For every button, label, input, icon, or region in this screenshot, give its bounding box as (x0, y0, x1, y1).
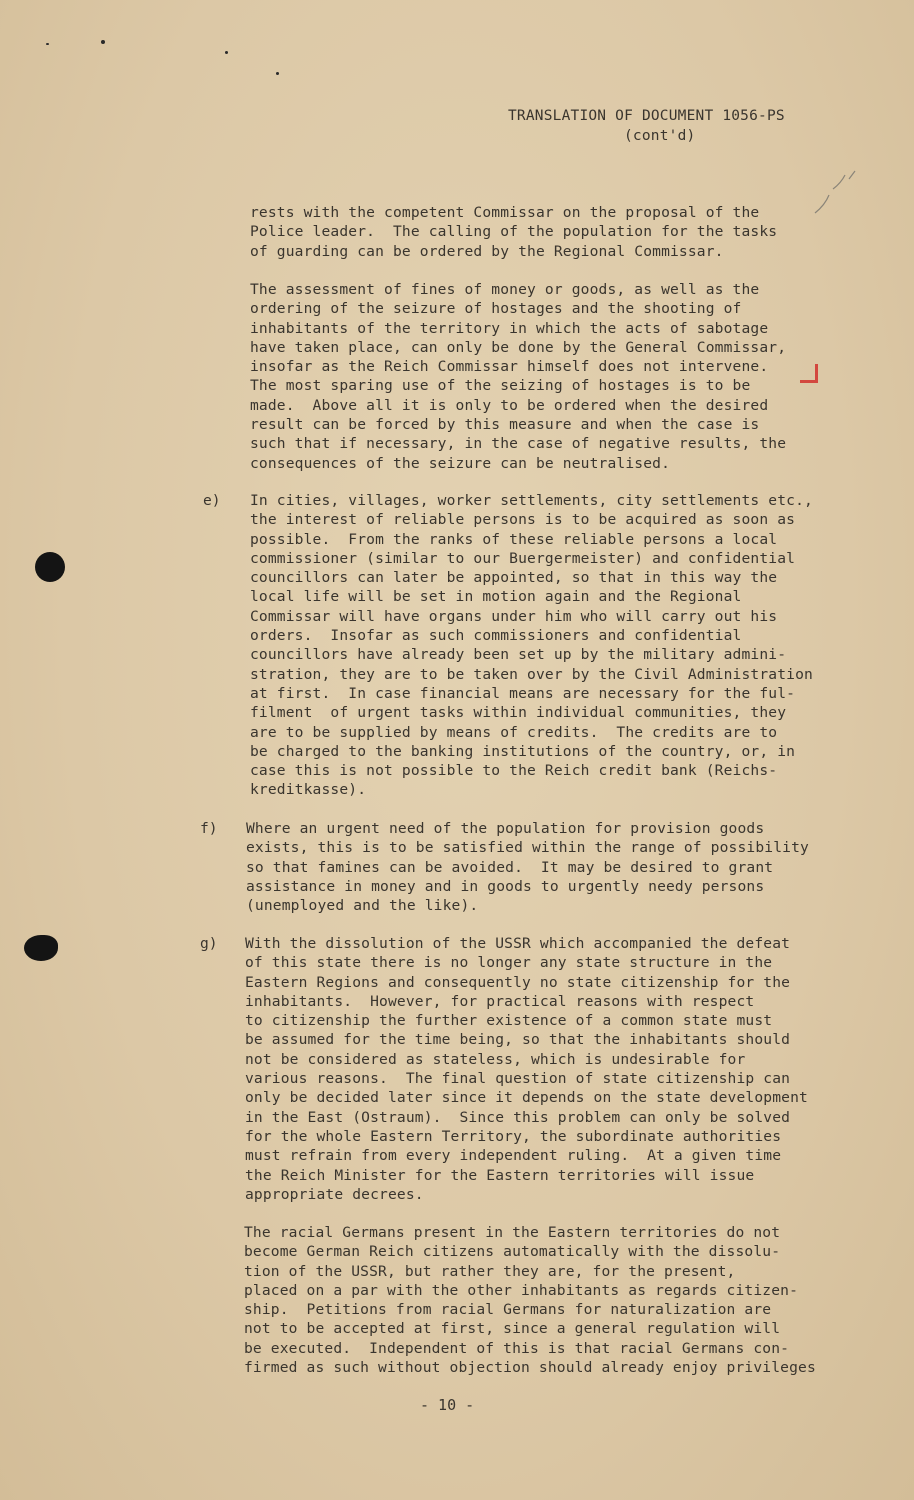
pencil-check-mark (805, 165, 865, 225)
speck (225, 51, 228, 54)
paragraph-racial-germans: The racial Germans present in the Eastern territories do not become German Reich citizens automatically with the dissolu- tion of the USSR, but rather they are, for the present, placed on a par with the other inhabitants as regards citizen- ship. Petitions from racial Germans for naturalization are not to be accepted at first, since a general regulation will be executed. Independent of this is that racial Germans con- firmed as such without objection should already enjoy privileges (244, 1224, 816, 1377)
item-e-text: In cities, villages, worker settlements, city settlements etc., the interest of reliable persons is to be acquired as soon as possible. From the ranks of these reliable persons a local commissioner (similar to our Buergermeister) and confidential councillors can later be appointed, so that in this way the local life will be set in motion again and the Regional Commissar will have organs under him who will carry out his orders. Insofar as such commissioners and confidential councillors have already been set up by the military admini- stration, they are to be taken over by the Civil Administration at first. In case financial means are necessary for the ful- filment of urgent tasks within individual communities, they are to be supplied by means of credits. The credits are to be charged to the banking institutions of the country, or, in case this is not possible to the Reich credit bank (Reichs- kreditkasse). (250, 492, 813, 799)
speck (101, 40, 105, 44)
item-marker-e: e) (203, 492, 221, 509)
speck (46, 43, 49, 45)
paragraph-fines-hostages: The assessment of fines of money or goods, as well as the ordering of the seizure of hostages and the shooting of inhabitants of the territory in which the acts of sabotage have taken place, can only be done by the General Commissar, insofar as the Reich Commissar himself does not intervene. The most sparing use of the seizing of hostages is to be made. Above all it is only to be ordered when the desired result can be forced by this measure and when the case is such that if necessary, in the case of negative results, the consequences of the seizure can be neutralised. (250, 281, 787, 472)
speck (276, 72, 279, 75)
header-title: TRANSLATION OF DOCUMENT 1056-PS (508, 108, 785, 124)
red-tick-mark (800, 380, 818, 383)
header-subtitle: (cont'd) (624, 128, 696, 144)
document-header (508, 106, 828, 146)
item-marker-f: f) (200, 820, 218, 837)
item-f-text: Where an urgent need of the population for provision goods exists, this is to be satisfied within the range of possibility so that famines can be avoided. It may be desired to grant assistance in money and in goods to urgently needy persons (unemployed and the like). (246, 820, 809, 915)
page-number: - 10 - (420, 1396, 475, 1414)
punch-hole (35, 552, 65, 582)
punch-hole (24, 935, 58, 961)
item-g-text: With the dissolution of the USSR which accompanied the defeat of this state there is no longer any state structure in the Eastern Regions and consequently no state citizenship for the inhabitants. However, for practical reasons with respect to citizenship the further existence of a common state must be assumed for the time being, so that the inhabitants should not be considered as stateless, which is undesirable for various reasons. The final question of state citizenship can only be decided later since it depends on the state development in the East (Ostraum). Since this problem can only be solved for the whole Eastern Territory, the subordinate authorities must refrain from every independent ruling. At a given time the Reich Minister for the Eastern territories will issue appropriate decrees. (245, 935, 808, 1203)
paragraph-commissar-proposal: rests with the competent Commissar on the proposal of the Police leader. The calling of the population for the tasks of guarding can be ordered by the Regional Commissar. (250, 204, 778, 260)
item-marker-g: g) (200, 935, 218, 952)
